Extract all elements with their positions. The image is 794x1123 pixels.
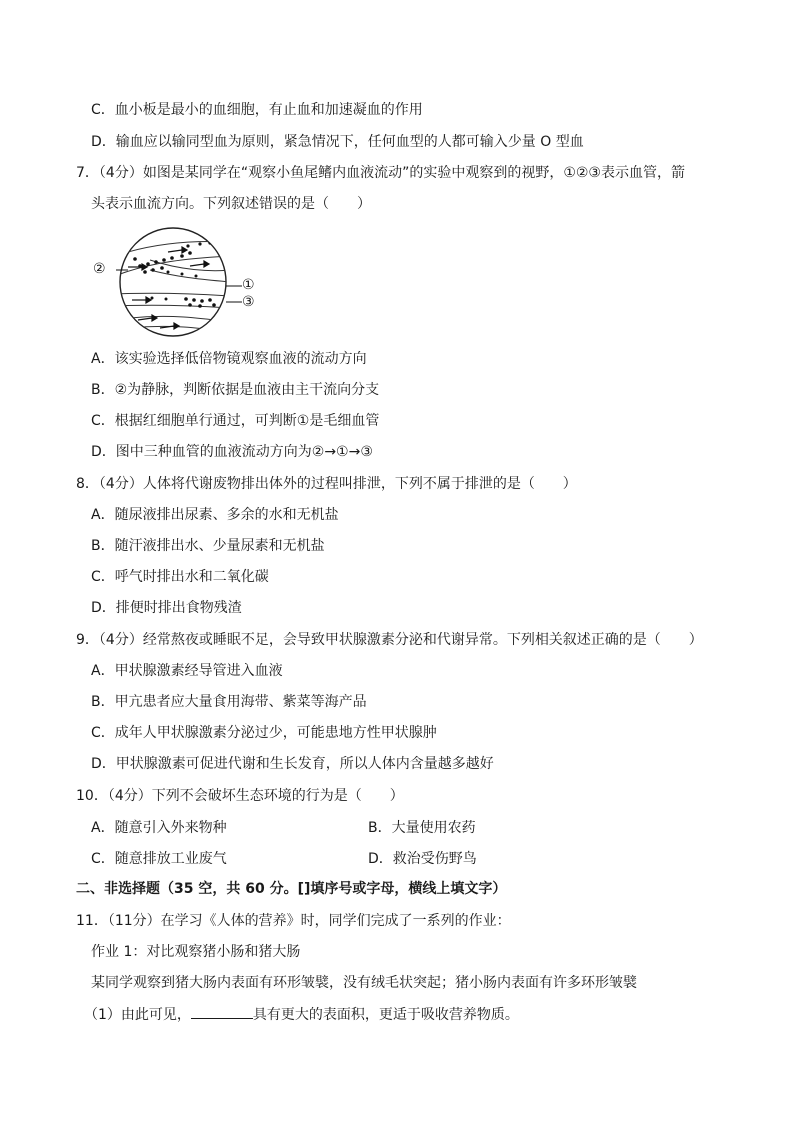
q11-observation: 某同学观察到猪大肠内表面有环形皱襞，没有绒毛状突起；猪小肠内表面有许多环形皱襞: [91, 975, 637, 991]
q7-stem-line-2: 头表示血流方向。下列叙述错误的是（ ）: [91, 196, 371, 212]
q7-option-a: A．该实验选择低倍物镜观察血液的流动方向: [91, 351, 367, 367]
section-2-heading: 二、非选择题（35 空，共 60 分。[]填序号或字母，横线上填文字）: [76, 881, 507, 897]
q10-stem: 10．（4分）下列不会破坏生态环境的行为是（ ）: [76, 788, 404, 804]
figure-label-3: ③: [242, 294, 255, 310]
q7-option-b: B．②为静脉，判断依据是血液由主干流向分支: [91, 382, 380, 398]
q6-option-d: D．输血应以输同型血为原则，紧急情况下，任何血型的人都可输入少量 O 型血: [91, 134, 584, 150]
q11-question-1-prefix: （1）由此可见，: [84, 1007, 191, 1023]
q11-task-1: 作业 1：对比观察猪小肠和猪大肠: [91, 944, 301, 960]
figure-label-2: ②: [93, 261, 106, 277]
blood-flow-figure: [90, 226, 270, 338]
answer-blank[interactable]: [191, 1004, 253, 1019]
q9-option-d: D．甲状腺激素可促进代谢和生长发育，所以人体内含量越多越好: [91, 756, 494, 772]
q9-option-c: C．成年人甲状腺激素分泌过少，可能患地方性甲状腺肿: [91, 725, 437, 741]
q7-stem-line-1: 7．（4分）如图是某同学在“观察小鱼尾鳍内血液流动”的实验中观察到的视野，①②③表示血管，箭: [76, 165, 685, 181]
q9-option-a: A．甲状腺激素经导管进入血液: [91, 663, 283, 679]
q10-option-d: D．救治受伤野鸟: [368, 851, 477, 867]
q9-stem: 9．（4分）经常熬夜或睡眠不足，会导致甲状腺激素分泌和代谢异常。下列相关叙述正确的是（ ）: [76, 632, 703, 648]
figure-label-1: ①: [242, 277, 255, 293]
q11-stem: 11．（11分）在学习《人体的营养》时，同学们完成了一系列的作业：: [76, 913, 511, 929]
q6-option-c: C．血小板是最小的血细胞，有止血和加速凝血的作用: [91, 102, 423, 118]
q11-question-1-suffix: 具有更大的表面积，更适于吸收营养物质。: [252, 1007, 519, 1023]
q10-option-c: C．随意排放工业废气: [91, 851, 227, 867]
q9-option-b: B．甲亢患者应大量食用海带、紫菜等海产品: [91, 694, 367, 710]
q8-option-d: D．排便时排出食物残渣: [91, 600, 242, 616]
q11-question-1: [84, 1004, 519, 1025]
q7-option-c: C．根据红细胞单行通过，可判断①是毛细血管: [91, 413, 380, 429]
q10-option-b: B．大量使用农药: [368, 820, 476, 836]
q10-option-a: A．随意引入外来物种: [91, 820, 227, 836]
q7-option-d: D．图中三种血管的血液流动方向为②→①→③: [91, 444, 373, 460]
q8-option-c: C．呼气时排出水和二氧化碳: [91, 569, 269, 585]
q8-option-b: B．随汗液排出水、少量尿素和无机盐: [91, 538, 325, 554]
q8-stem: 8．（4分）人体将代谢废物排出体外的过程叫排泄，下列不属于排泄的是（ ）: [76, 476, 577, 492]
q8-option-a: A．随尿液排出尿素、多余的水和无机盐: [91, 507, 339, 523]
